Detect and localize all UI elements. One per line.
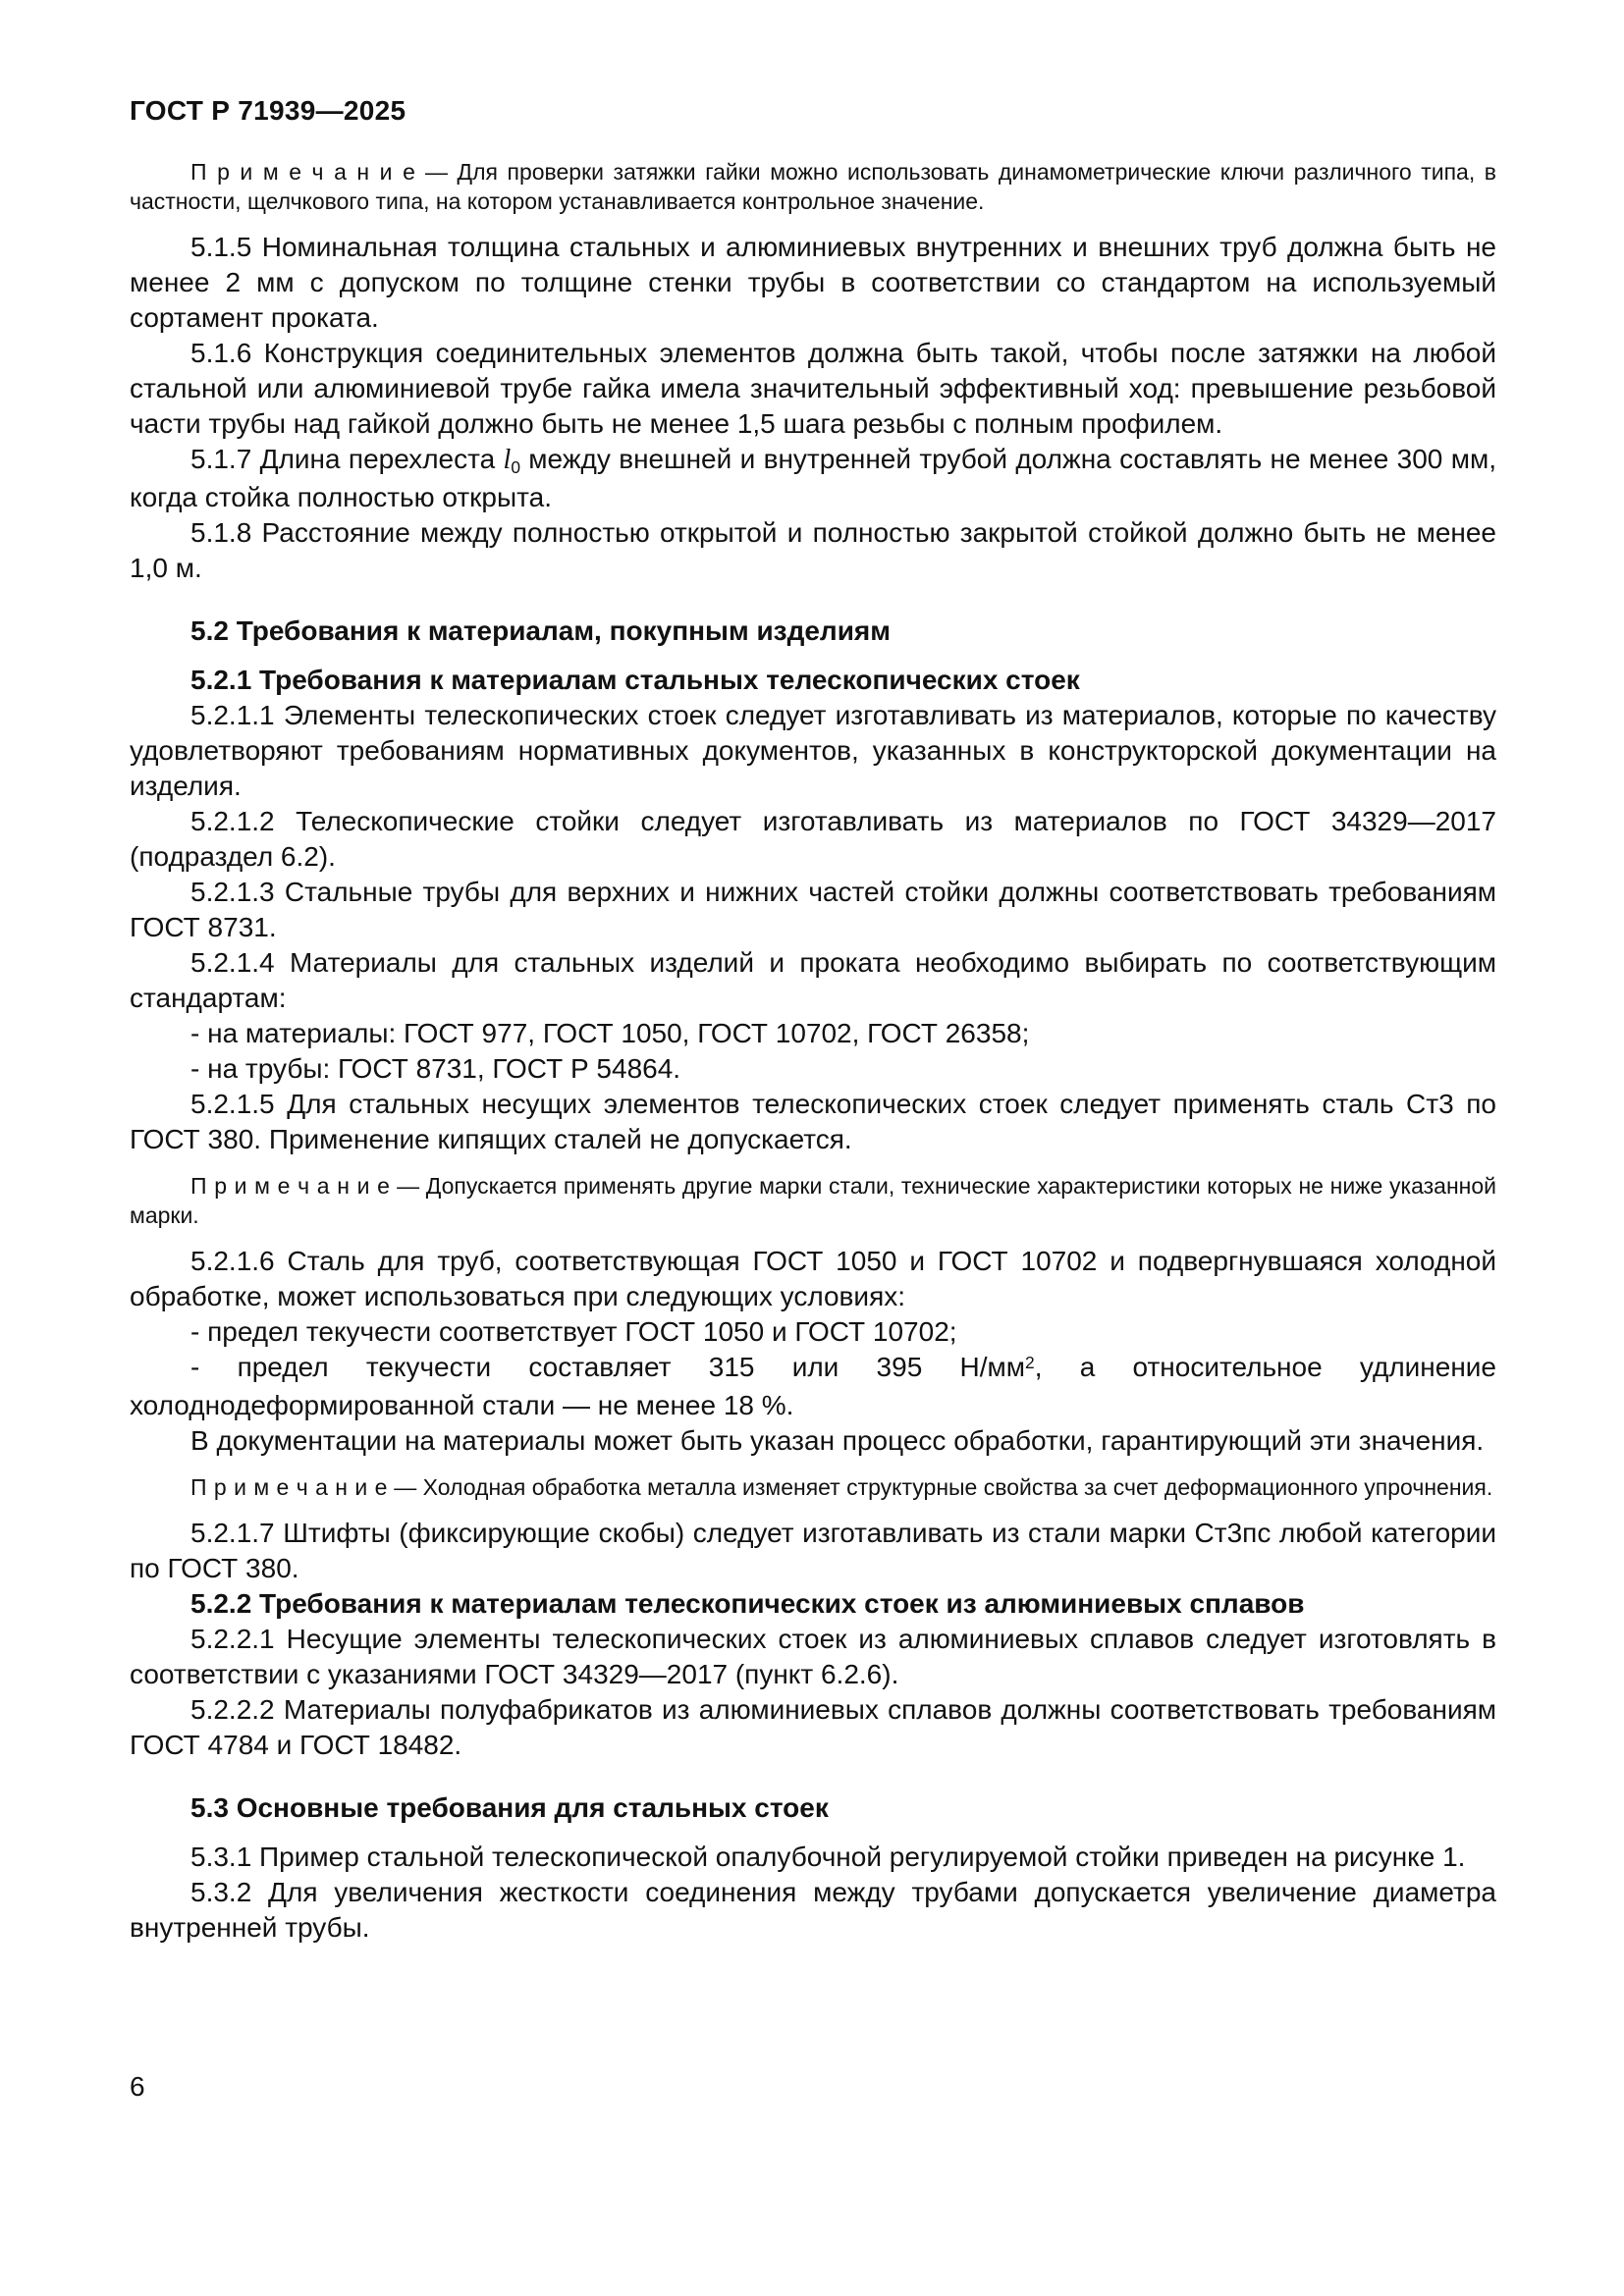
superscript-exponent: 2 xyxy=(1025,1353,1035,1373)
overlap-length-symbol: l xyxy=(503,445,512,475)
note-label: П р и м е ч а н и е xyxy=(190,1474,388,1500)
note-block xyxy=(130,157,1496,216)
paragraph-5-2-2-1: 5.2.2.1 Несущие элементы телескопических стоек из алюминиевых сплавов следует изготовлять в соответствии с указаниями ГОСТ 34329—2017 (пункт 6.2.6). xyxy=(130,1624,1496,1689)
heading-5-3: 5.3 Основные требования для стальных стоек xyxy=(190,1792,829,1823)
paragraph-text: между внешней и внутренней трубой должна составлять не менее 300 мм, когда стойка полностью открыта. xyxy=(130,444,1496,512)
page-header: ГОСТ Р 71939—2025 xyxy=(130,95,406,126)
paragraph-5-2-1-7: 5.2.1.7 Штифты (фиксирующие скобы) следует изготавливать из стали марки Ст3пс любой категории по ГОСТ 380. xyxy=(130,1518,1496,1583)
page-number: 6 xyxy=(130,2071,145,2102)
paragraph-text: 5.1.7 Длина перехлеста xyxy=(190,444,504,474)
note-block xyxy=(130,1171,1496,1230)
list-item-yield-strength xyxy=(130,1350,1496,1423)
heading-5-2: 5.2 Требования к материалам, покупным изделиям xyxy=(190,615,891,646)
heading-5-2-1: 5.2.1 Требования к материалам стальных телескопических стоек xyxy=(190,665,1080,695)
paragraph-5-2-1-2: 5.2.1.2 Телескопические стойки следует изготавливать из материалов по ГОСТ 34329—2017 (подраздел 6.2). xyxy=(130,806,1496,872)
paragraph-5-3-2: 5.3.2 Для увеличения жесткости соединения между трубами допускается увеличение диаметра внутренней трубы. xyxy=(130,1877,1496,1943)
paragraph-5-2-1-3: 5.2.1.3 Стальные трубы для верхних и нижних частей стойки должны соответствовать требованиям ГОСТ 8731. xyxy=(130,877,1496,942)
paragraph-5-3-1: 5.3.1 Пример стальной телескопической опалубочной регулируемой стойки приведен на рисунке 1. xyxy=(190,1842,1466,1872)
list-item-yield-gost: - предел текучести соответствует ГОСТ 1050 и ГОСТ 10702; xyxy=(190,1316,957,1347)
list-item-pipes: - на трубы: ГОСТ 8731, ГОСТ Р 54864. xyxy=(190,1053,681,1084)
paragraph-5-1-7 xyxy=(130,442,1496,515)
note-label: П р и м е ч а н и е xyxy=(190,159,416,185)
paragraph-5-2-1-6: 5.2.1.6 Сталь для труб, соответствующая ГОСТ 1050 и ГОСТ 10702 и подвергнувшаяся холодной обработке, может использоваться при следующих условиях: xyxy=(130,1246,1496,1311)
paragraph-documentation: В документации на материалы может быть указан процесс обработки, гарантирующий эти значения. xyxy=(190,1425,1485,1456)
paragraph-5-2-1-5: 5.2.1.5 Для стальных несущих элементов телескопических стоек следует применять сталь Ст3 по ГОСТ 380. Применение кипящих сталей не допускается. xyxy=(130,1089,1496,1154)
overlap-length-subscript: 0 xyxy=(511,456,520,477)
paragraph-text: - предел текучести составляет 315 или 395 Н/мм xyxy=(190,1352,1026,1382)
note-block xyxy=(130,1472,1496,1502)
document-content xyxy=(130,143,1496,1946)
note-text: — Для проверки затяжки гайки можно использовать динамометрические ключи различного типа, в частности, щелчкового типа, на котором устанавливается контрольное значение. xyxy=(130,159,1497,214)
paragraph-text: , а относительное удлинение холоднодеформированной стали — не менее 18 %. xyxy=(130,1352,1497,1420)
note-label: П р и м е ч а н и е xyxy=(190,1173,391,1199)
paragraph-5-1-8: 5.1.8 Расстояние между полностью открытой и полностью закрытой стойкой должно быть не менее 1,0 м. xyxy=(130,517,1496,583)
paragraph-5-1-5: 5.1.5 Номинальная толщина стальных и алюминиевых внутренних и внешних труб должна быть не менее 2 мм с допуском по толщине стенки трубы в соответствии со стандартом на используемый сортамент проката. xyxy=(130,232,1496,333)
heading-5-2-2: 5.2.2 Требования к материалам телескопических стоек из алюминиевых сплавов xyxy=(190,1588,1305,1619)
note-text: — Допускается применять другие марки стали, технические характеристики которых не ниже указанной марки. xyxy=(130,1173,1496,1228)
list-item-materials: - на материалы: ГОСТ 977, ГОСТ 1050, ГОСТ 10702, ГОСТ 26358; xyxy=(190,1018,1030,1048)
paragraph-5-1-6: 5.1.6 Конструкция соединительных элементов должна быть такой, чтобы после затяжки на любой стальной или алюминиевой трубе гайка имела значительный эффективный ход: превышение резьбовой части трубы над гайкой должно быть не менее 1,5 шага резьбы с полным профилем. xyxy=(130,338,1496,439)
paragraph-5-2-1-4: 5.2.1.4 Материалы для стальных изделий и проката необходимо выбирать по соответствующим стандартам: xyxy=(130,947,1496,1013)
paragraph-5-2-2-2: 5.2.2.2 Материалы полуфабрикатов из алюминиевых сплавов должны соответствовать требованиям ГОСТ 4784 и ГОСТ 18482. xyxy=(130,1694,1496,1760)
note-text: — Холодная обработка металла изменяет структурные свойства за счет деформационного упрочнения. xyxy=(394,1474,1493,1500)
paragraph-5-2-1-1: 5.2.1.1 Элементы телескопических стоек следует изготавливать из материалов, которые по качеству удовлетворяют требованиям нормативных документов, указанных в конструкторской документации на изделия. xyxy=(130,700,1496,801)
